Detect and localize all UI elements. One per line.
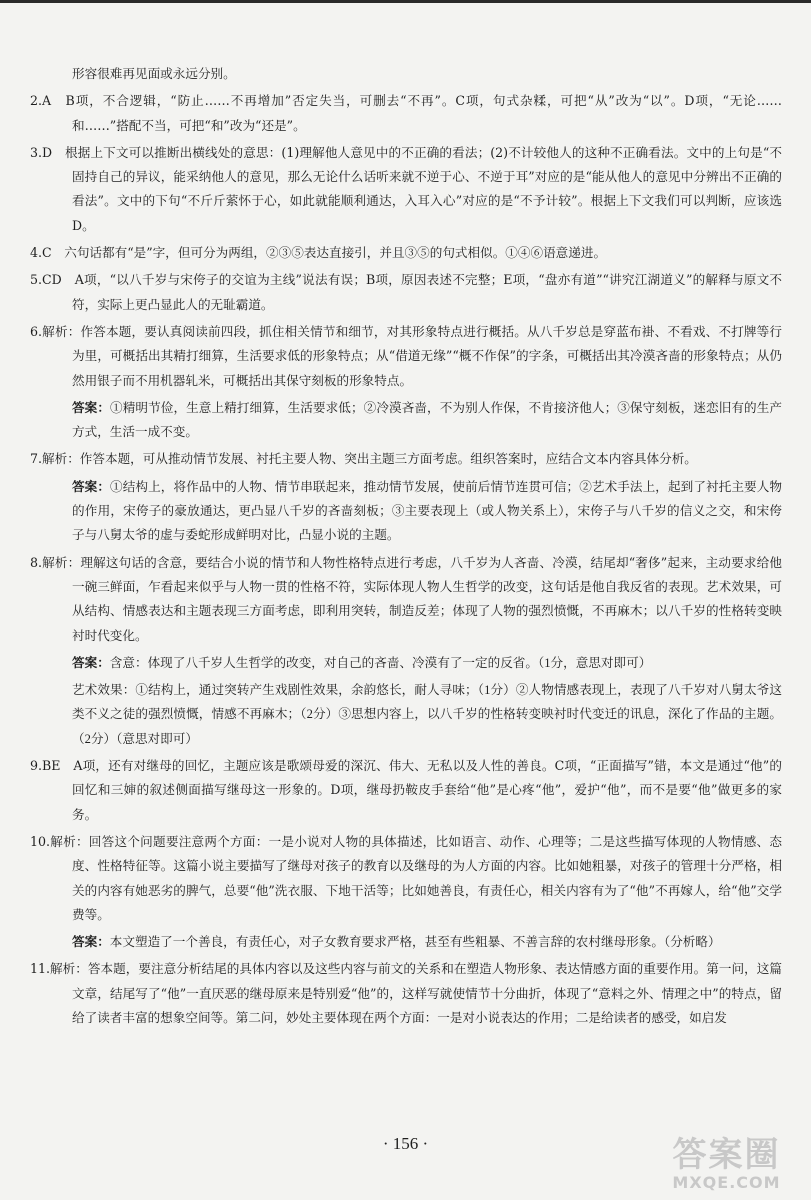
watermark-domain: MXQE.COM	[672, 1173, 781, 1192]
answer-text: 含意：体现了八千岁人生哲学的改变，对自己的吝啬、冷漠有了一定的反省。（1分，意思对即可）	[109, 655, 652, 670]
answer-item-11-analysis: 11.解析：答本题，要注意分析结尾的具体内容以及这些内容与前文的关系和在塑造人物形象、表达情感方面的重要作用。第一问，这篇文章，结尾写了“他”一直厌恶的继母原来是特别爱“他”的，这样写就使情节十分曲折，体现了“意料之外、情理之中”的特点，留给了读者丰富的想象空间等。第二问，妙处主要体现在两个方面：一是对小说表达的作用；二是给读者的感受，如启发	[30, 961, 782, 1025]
answer-text: ①精明节俭，生意上精打细算，生活要求低；②冷漠吝啬，不为别人作保，不肯接济他人；③保守刻板，迷恋旧有的生产方式，生活一成不变。	[72, 400, 783, 440]
paragraph-continuation: 形容很难再见面或永远分别。	[72, 66, 236, 81]
watermark-logo-text: 答案圈	[672, 1135, 781, 1175]
answer-item-9: 9.BE A项，还有对继母的回忆，主题应该是歌颂母爱的深沉、伟大、无私以及人性的善良。C项，“正面描写”错，本文是通过“他”的回忆和三婶的叙述侧面描写继母这一形象的。D项，继母扔鞍皮手套给“他”是心疼“他”，爱护“他”，而不是要“他”做更多的家务。	[30, 758, 782, 822]
answer-item-3: 3.D 根据上下文可以推断出横线处的意思：(1)理解他人意见中的不正确的看法；(2)不计较他人的这种不正确看法。文中的上句是“不固持自己的异议，能采纳他人的意见，那么无论什么话听来就不逆于心、不逆于耳”对应的是“能从他人的意见中分辨出不正确的看法”。文中的下句“不斤斤萦怀于心，如此就能顺利通达，入耳入心”对应的是“不予计较”。根据上下文我们可以判断，应该选D。	[30, 144, 782, 233]
answer-item-4: 4.C 六句话都有“是”字，但可分为两组，②③⑤表达直接引，并且③⑤的句式相似。①④⑥语意递进。	[30, 245, 607, 261]
answer-item-7-answer	[30, 475, 782, 548]
answer-item-10-analysis: 10.解析：回答这个问题要注意两个方面：一是小说对人物的具体描述，比如语言、动作、心理等；二是这些描写体现的人物情感、态度、性格特征等。这篇小说主要描写了继母对孩子的教育以及继母的为人方面的内容。比如她粗暴，对孩子的管理十分严格，相关的内容有她恶劣的脾气，总要“他”洗衣服、下地干活等；比如她善良，有责任心，相关内容有为了“他”不再嫁人，给“他”交学费等。	[30, 833, 782, 922]
answer-item-8-effect: 艺术效果：①结构上，通过突转产生戏剧性效果，余韵悠长，耐人寻味；（1分）②人物情感表现上，表现了八千岁对八舅太爷这类不义之徒的强烈愤慨，情感不再麻木；（2分）③思想内容上，以八千岁的性格转变映衬时代变迁的讯息，深化了作品的主题。（2分）（意思对即可）	[72, 683, 782, 746]
answer-item-10-answer	[30, 930, 782, 954]
answer-item-2: 2.A B项，不合逻辑，“防止……不再增加”否定失当，可删去“不再”。C项，句式杂糅，可把“从”改为“以”。D项，“无论……和……”搭配不当，可把“和”改为“还是”。	[30, 93, 782, 133]
answer-label: 答案：	[72, 478, 111, 494]
answer-label: 答案：	[72, 654, 110, 670]
answer-item-7-analysis: 7.解析：作答本题，可从推动情节发展、衬托主要人物、突出主题三方面考虑。组织答案时，应结合文本内容具体分析。	[30, 451, 697, 467]
answer-label: 答案：	[72, 934, 110, 950]
answer-page	[30, 62, 782, 1033]
answer-text: ①结构上，将作品中的人物、情节串联起来，推动情节发展，使前后情节连贯可信；②艺术手法上，起到了衬托主要人物的作用，宋侉子的豪放通达，更凸显八千岁的吝啬刻板；③主要表现上（或人物关系上），宋侉子与八千岁的信义之交，和宋侉子与八舅太爷的虚与委蛇形成鲜明对比，凸显小说的主题。	[72, 479, 783, 543]
site-watermark	[654, 1136, 799, 1194]
answer-item-8-analysis: 8.解析：理解这句话的含意，要结合小说的情节和人物性格特点进行考虑，八千岁为人吝啬、冷漠，结尾却“奢侈”起来，主动要求给他一碗三鲜面，乍看起来似乎与人物一贯的性格不符，实际体现人物人生哲学的改变，这句话是他自我反省的表现。艺术效果，可从结构、情感表达和主题表现三方面考虑，即利用突转，制造反差；体现了人物的强烈愤慨，不再麻木；以八千岁的性格转变映衬时代变化。	[30, 554, 782, 643]
answer-item-5: 5.CD A项，“以八千岁与宋侉子的交谊为主线”说法有误；B项，原因表述不完整；E项，“盘亦有道”“讲究江湖道义”的解释与原文不符，实际上更凸显此人的无耻霸道。	[30, 272, 782, 312]
answer-item-8-answer	[30, 651, 782, 675]
answer-text: 本文塑造了一个善良，有责任心，对子女教育要求严格，甚至有些粗暴、不善言辞的农村继母形象。（分析略）	[109, 935, 721, 950]
page-number: · 156 ·	[382, 1134, 429, 1153]
answer-item-6-answer	[30, 396, 782, 445]
answer-label: 答案：	[72, 399, 111, 415]
answer-item-6-analysis: 6.解析：作答本题，要认真阅读前四段，抓住相关情节和细节，对其形象特点进行概括。从八千岁总是穿蓝布褂、不看戏、不打牌等行为里，可概括出其精打细算，生活要求低的形象特点；从“借道无缘”“概不作保”的字条，可概括出其冷漠吝啬的形象特点；从仍然用银子而不用机器轧米，可概括出其保守刻板的形象特点。	[30, 323, 782, 388]
top-border	[0, 0, 811, 3]
